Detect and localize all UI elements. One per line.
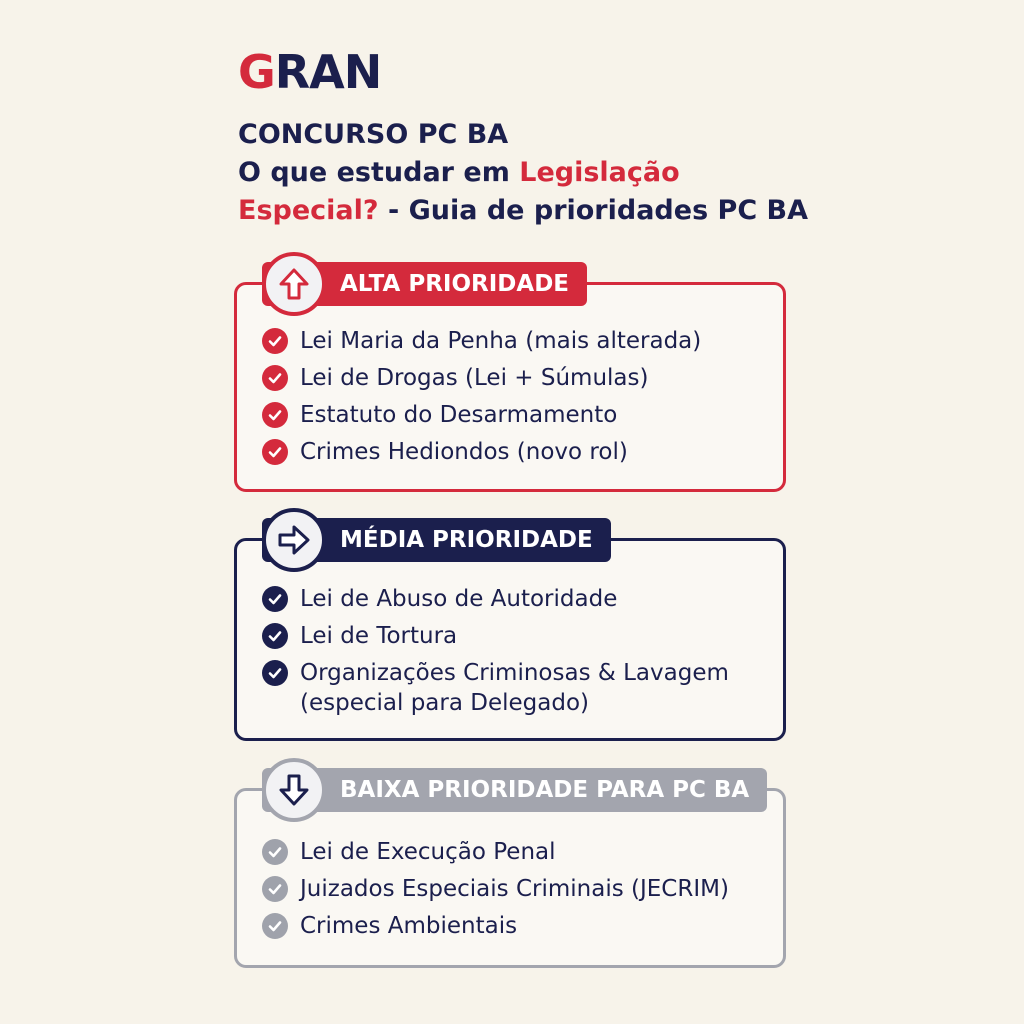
arrow-up-icon: [262, 252, 326, 316]
title-line-2-red: Legislação: [519, 157, 680, 188]
list-item-label-line-2: (especial para Delegado): [300, 690, 589, 716]
list-item-label: Juizados Especiais Criminais (JECRIM): [300, 876, 729, 902]
list-item: [262, 658, 729, 718]
page-title: [238, 116, 978, 230]
high-priority-badge: ALTA PRIORIDADE: [262, 262, 587, 306]
list-item: [262, 437, 701, 467]
list-item: [262, 911, 729, 941]
list-item: [262, 874, 729, 904]
list-item-label: Lei de Abuso de Autoridade: [300, 586, 618, 612]
list-item: [262, 363, 701, 393]
check-icon: [262, 623, 288, 649]
list-item: [262, 326, 701, 356]
logo-letters-ran: RAN: [274, 45, 382, 99]
check-icon: [262, 586, 288, 612]
list-item: [262, 400, 701, 430]
low-priority-list: [262, 837, 729, 948]
list-item: [262, 837, 729, 867]
logo-letter-g: G: [238, 45, 275, 99]
list-item-label: Lei de Tortura: [300, 623, 458, 649]
title-line-3: [238, 192, 978, 230]
list-item-label: [300, 658, 729, 718]
title-line-1: CONCURSO PC BA: [238, 119, 509, 150]
medium-priority-list: [262, 584, 729, 725]
check-icon: [262, 365, 288, 391]
check-icon: [262, 328, 288, 354]
list-item-label: Lei de Execução Penal: [300, 839, 556, 865]
title-line-3-dark: - Guia de prioridades PC BA: [378, 195, 809, 226]
high-priority-list: [262, 326, 701, 474]
title-line-3-red: Especial?: [238, 195, 379, 226]
list-item-label: Lei de Drogas (Lei + Súmulas): [300, 365, 649, 391]
check-icon: [262, 913, 288, 939]
arrow-right-icon: [262, 508, 326, 572]
list-item: [262, 621, 729, 651]
check-icon: [262, 439, 288, 465]
check-icon: [262, 839, 288, 865]
check-icon: [262, 876, 288, 902]
check-icon: [262, 402, 288, 428]
list-item: [262, 584, 729, 614]
list-item-label: Estatuto do Desarmamento: [300, 402, 618, 428]
list-item-label: Crimes Ambientais: [300, 913, 518, 939]
gran-logo: [238, 45, 382, 99]
low-priority-badge: BAIXA PRIORIDADE PARA PC BA: [262, 768, 767, 812]
list-item-label-line-1: Organizações Criminosas & Lavagem: [300, 660, 729, 686]
arrow-down-icon: [262, 758, 326, 822]
list-item-label: Lei Maria da Penha (mais alterada): [300, 328, 702, 354]
list-item-label: Crimes Hediondos (novo rol): [300, 439, 628, 465]
check-icon: [262, 660, 288, 686]
medium-priority-badge: MÉDIA PRIORIDADE: [262, 518, 611, 562]
title-line-2: [238, 154, 978, 192]
title-line-2-dark: O que estudar em: [238, 157, 520, 188]
